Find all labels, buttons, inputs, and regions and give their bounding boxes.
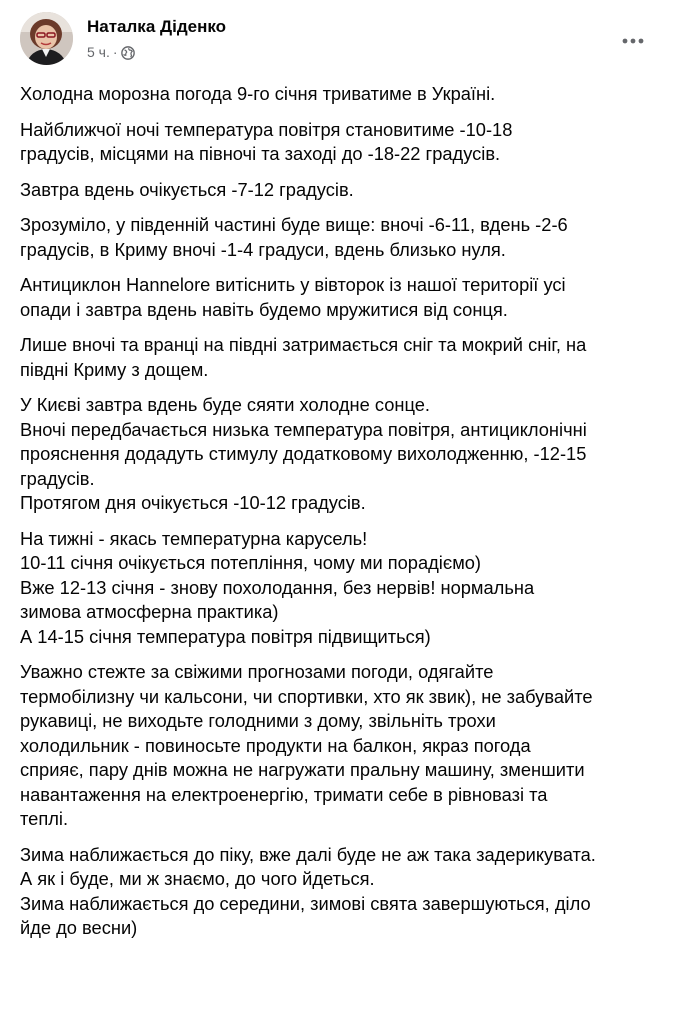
post-paragraph xyxy=(20,527,670,650)
post-paragraph xyxy=(20,273,670,322)
post-text-line: Зима наближається до середини, зимові свята завершуються, діло xyxy=(20,892,591,914)
post-header xyxy=(20,12,665,70)
post-text-line: А 14-15 січня температура повітря підвищиться) xyxy=(20,625,431,647)
post-text-line: Уважно стежте за свіжими прогнозами погоди, одягайте xyxy=(20,661,494,682)
post-paragraph xyxy=(20,843,670,941)
post-text-line: Завтра вдень очікується -7-12 градусів. xyxy=(20,178,354,200)
more-options-button[interactable] xyxy=(613,24,653,58)
post-text-line: А як і буде, ми ж знаємо, до чого йдеться. xyxy=(20,868,375,889)
post-text-line: У Києві завтра вдень буде сяяти холодне сонце. xyxy=(20,394,431,415)
post-text-line: Антициклон Hannelore витіснить у вівторок із нашої території усі xyxy=(20,274,566,295)
meta-separator: · xyxy=(112,44,118,60)
post-paragraph xyxy=(20,118,670,167)
post-text-line: Вночі передбачається низька температура повітря, антициклонічні xyxy=(20,418,587,440)
more-options-icon xyxy=(621,37,645,45)
post-text-line: термобілизну чи кальсони, чи спортивки, хто як звик), не забувайте xyxy=(20,685,593,707)
post-text-line: рукавиці, не виходьте голодними з дому, звільніть трохи xyxy=(20,710,496,731)
post-text-line: навантаження на електроенергію, тримати себе в рівновазі та xyxy=(20,783,548,805)
post-paragraph xyxy=(20,333,670,382)
post-text-line: теплі. xyxy=(20,808,69,829)
post-text-line: йде до весни) xyxy=(20,917,138,938)
author-name[interactable]: Наталка Діденко xyxy=(87,17,227,36)
post-paragraph xyxy=(20,82,670,107)
post-text-line: сприяє, пару днів можна не нагружати пральну машину, зменшити xyxy=(20,759,585,780)
post-text-line: півдні Криму з дощем. xyxy=(20,358,209,380)
globe-icon[interactable] xyxy=(121,46,135,60)
post-text-line: градусів, місцями на півночі та заході до -18-22 градусів. xyxy=(20,143,501,164)
post-text-line: Зима наближається до піку, вже далі буде не аж така задерикувата. xyxy=(20,843,596,865)
post-paragraph xyxy=(20,213,670,262)
avatar-image xyxy=(20,12,73,65)
post-text-line: прояснення додадуть стимулу додатковому вихолодженню, -12-15 xyxy=(20,443,587,464)
post-paragraph xyxy=(20,660,670,832)
post-text-line: Лише вночі та вранці на півдні затримається сніг та мокрий сніг, на xyxy=(20,334,587,355)
post-text-line: Холодна морозна погода 9-го січня триватиме в Україні. xyxy=(20,83,496,104)
post-text-line: Протягом дня очікується -10-12 градусів. xyxy=(20,492,366,513)
post-text-line: На тижні - якась температурна карусель! xyxy=(20,527,368,549)
post-text-line: градусів, в Криму вночі -1-4 градуси, вдень близько нуля. xyxy=(20,238,506,260)
post-text-line: 10-11 січня очікується потепління, чому ми порадіємо) xyxy=(20,552,482,573)
post-text-line: холодильник - повиносьте продукти на балкон, якраз погода xyxy=(20,734,531,756)
post-text-line: Вже 12-13 січня - знову похолодання, без нервів! нормальна xyxy=(20,576,535,598)
post-text-line: градусів. xyxy=(20,467,95,489)
post-paragraph xyxy=(20,178,670,203)
post-text-line: Зрозуміло, у південній частині буде вище: вночі -6-11, вдень -2-6 xyxy=(20,214,568,235)
post-timestamp[interactable]: 5 ч. xyxy=(87,44,110,60)
post-text-line: Найближчої ночі температура повітря становитиме -10-18 xyxy=(20,118,513,140)
post-text xyxy=(20,82,670,952)
post-paragraph xyxy=(20,393,670,516)
author-avatar[interactable] xyxy=(20,12,73,65)
post-meta xyxy=(87,44,135,60)
post-text-line: опади і завтра вдень навіть будемо мружитися від сонця. xyxy=(20,298,508,320)
post-text-line: зимова атмосферна практика) xyxy=(20,601,279,622)
